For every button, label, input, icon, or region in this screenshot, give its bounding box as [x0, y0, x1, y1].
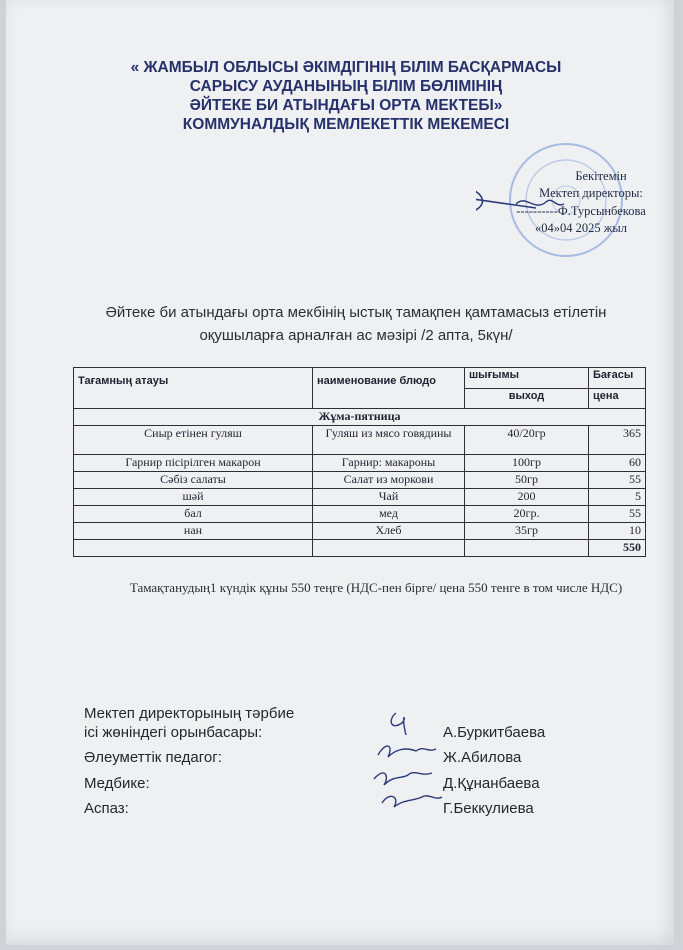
- approval-position: Мектеп директоры:: [539, 186, 643, 200]
- header-price-kz: Бағасы: [589, 368, 646, 389]
- dish-kz: бал: [74, 506, 313, 523]
- header-line-2: САРЫСУ АУДАНЫНЫҢ БІЛІМ БӨЛІМІНІҢ: [189, 78, 503, 95]
- signatory-title-cook: Аспаз:: [84, 800, 129, 817]
- dish-kz: нан: [74, 523, 313, 540]
- table-day-row: [74, 409, 646, 426]
- header-yield-kz: шығымы: [465, 368, 589, 389]
- approval-date: «04»04 2025 жыл: [534, 221, 628, 235]
- dish-price: 55: [589, 506, 646, 523]
- header-line-4: КОММУНАЛДЫҚ МЕМЛЕКЕТТІК МЕКЕМЕСІ: [182, 116, 510, 133]
- signatory-name-cook: Г.Беккулиева: [443, 800, 534, 817]
- daily-cost-note: Тамақтанудың1 күндік құны 550 теңге (НДС-пен бірге/ цена 550 тенге в том числе НДС): [129, 580, 623, 595]
- header-price-ru: цена: [589, 388, 646, 409]
- handwritten-signatures-icon: [366, 705, 446, 815]
- header-line-1: « ЖАМБЫЛ ОБЛЫСЫ ӘКІМДІГІНІҢ БІЛІМ БАСҚАРМАСЫ: [130, 59, 562, 76]
- approval-director: ----------Ф.Турсынбекова: [516, 204, 646, 218]
- dish-ru: Гарнир: макароны: [313, 455, 465, 472]
- dish-ru: мед: [313, 506, 465, 523]
- header-yield-ru: выход: [465, 388, 589, 409]
- dish-kz: Сәбіз салаты: [74, 472, 313, 489]
- dish-ru: Чай: [313, 489, 465, 506]
- menu-table: [73, 367, 646, 557]
- dish-yield: 50гр: [465, 472, 589, 489]
- dish-price: 10: [589, 523, 646, 540]
- approval-word: Бекітемін: [575, 169, 627, 183]
- dish-yield: 200: [465, 489, 589, 506]
- dish-price: 55: [589, 472, 646, 489]
- header-dish-kz: Тағамның атауы: [74, 368, 313, 409]
- table-row: [74, 506, 646, 523]
- day-label: Жұма-пятница: [74, 409, 646, 426]
- dish-yield: 40/20гр: [465, 426, 589, 455]
- header-dish-ru: наименование блюдо: [313, 368, 465, 409]
- signatory-title-nurse: Медбике:: [84, 775, 150, 792]
- dish-price: 365: [589, 426, 646, 455]
- dish-yield: 20гр.: [465, 506, 589, 523]
- table-row: [74, 472, 646, 489]
- signatory-title-pedagog: Әлеуметтік педагог:: [84, 749, 222, 766]
- dish-ru: Салат из моркови: [313, 472, 465, 489]
- dish-kz: Сиыр етінен гуляш: [74, 426, 313, 455]
- dish-ru: Гуляш из мясо говядины: [313, 426, 465, 455]
- header-line-3: ӘЙТЕКЕ БИ АТЫНДАҒЫ ОРТА МЕКТЕБІ»: [189, 97, 503, 114]
- signatory-name-pedagog: Ж.Абилова: [443, 749, 522, 766]
- menu-title-line-2: оқушыларға арналған ас мәзірі /2 апта, 5күн/: [199, 327, 513, 344]
- table-row: [74, 455, 646, 472]
- total-price: 550: [589, 540, 646, 557]
- signatory-name-deputy: А.Буркитбаева: [443, 724, 546, 741]
- table-row: [74, 426, 646, 455]
- dish-ru: Хлеб: [313, 523, 465, 540]
- table-row: [74, 523, 646, 540]
- signatory-name-nurse: Д.Құнанбаева: [443, 775, 540, 792]
- dish-price: 5: [589, 489, 646, 506]
- signatory-title-deputy: Мектеп директорының тәрбие: [84, 705, 295, 722]
- dish-yield: 35гр: [465, 523, 589, 540]
- dish-kz: Гарнир пісірілген макарон: [74, 455, 313, 472]
- menu-title-line-1: Әйтеке би атындағы орта мекбінің ыстық тамақпен қамтамасыз етілетін: [105, 304, 607, 321]
- document-page: [6, 0, 674, 945]
- dish-yield: 100гр: [465, 455, 589, 472]
- dish-kz: шәй: [74, 489, 313, 506]
- dish-price: 60: [589, 455, 646, 472]
- table-total-row: [74, 540, 646, 557]
- signatory-title-deputy-2: ісі жөніндегі орынбасары:: [84, 724, 263, 741]
- table-header-row: [74, 368, 646, 389]
- table-row: [74, 489, 646, 506]
